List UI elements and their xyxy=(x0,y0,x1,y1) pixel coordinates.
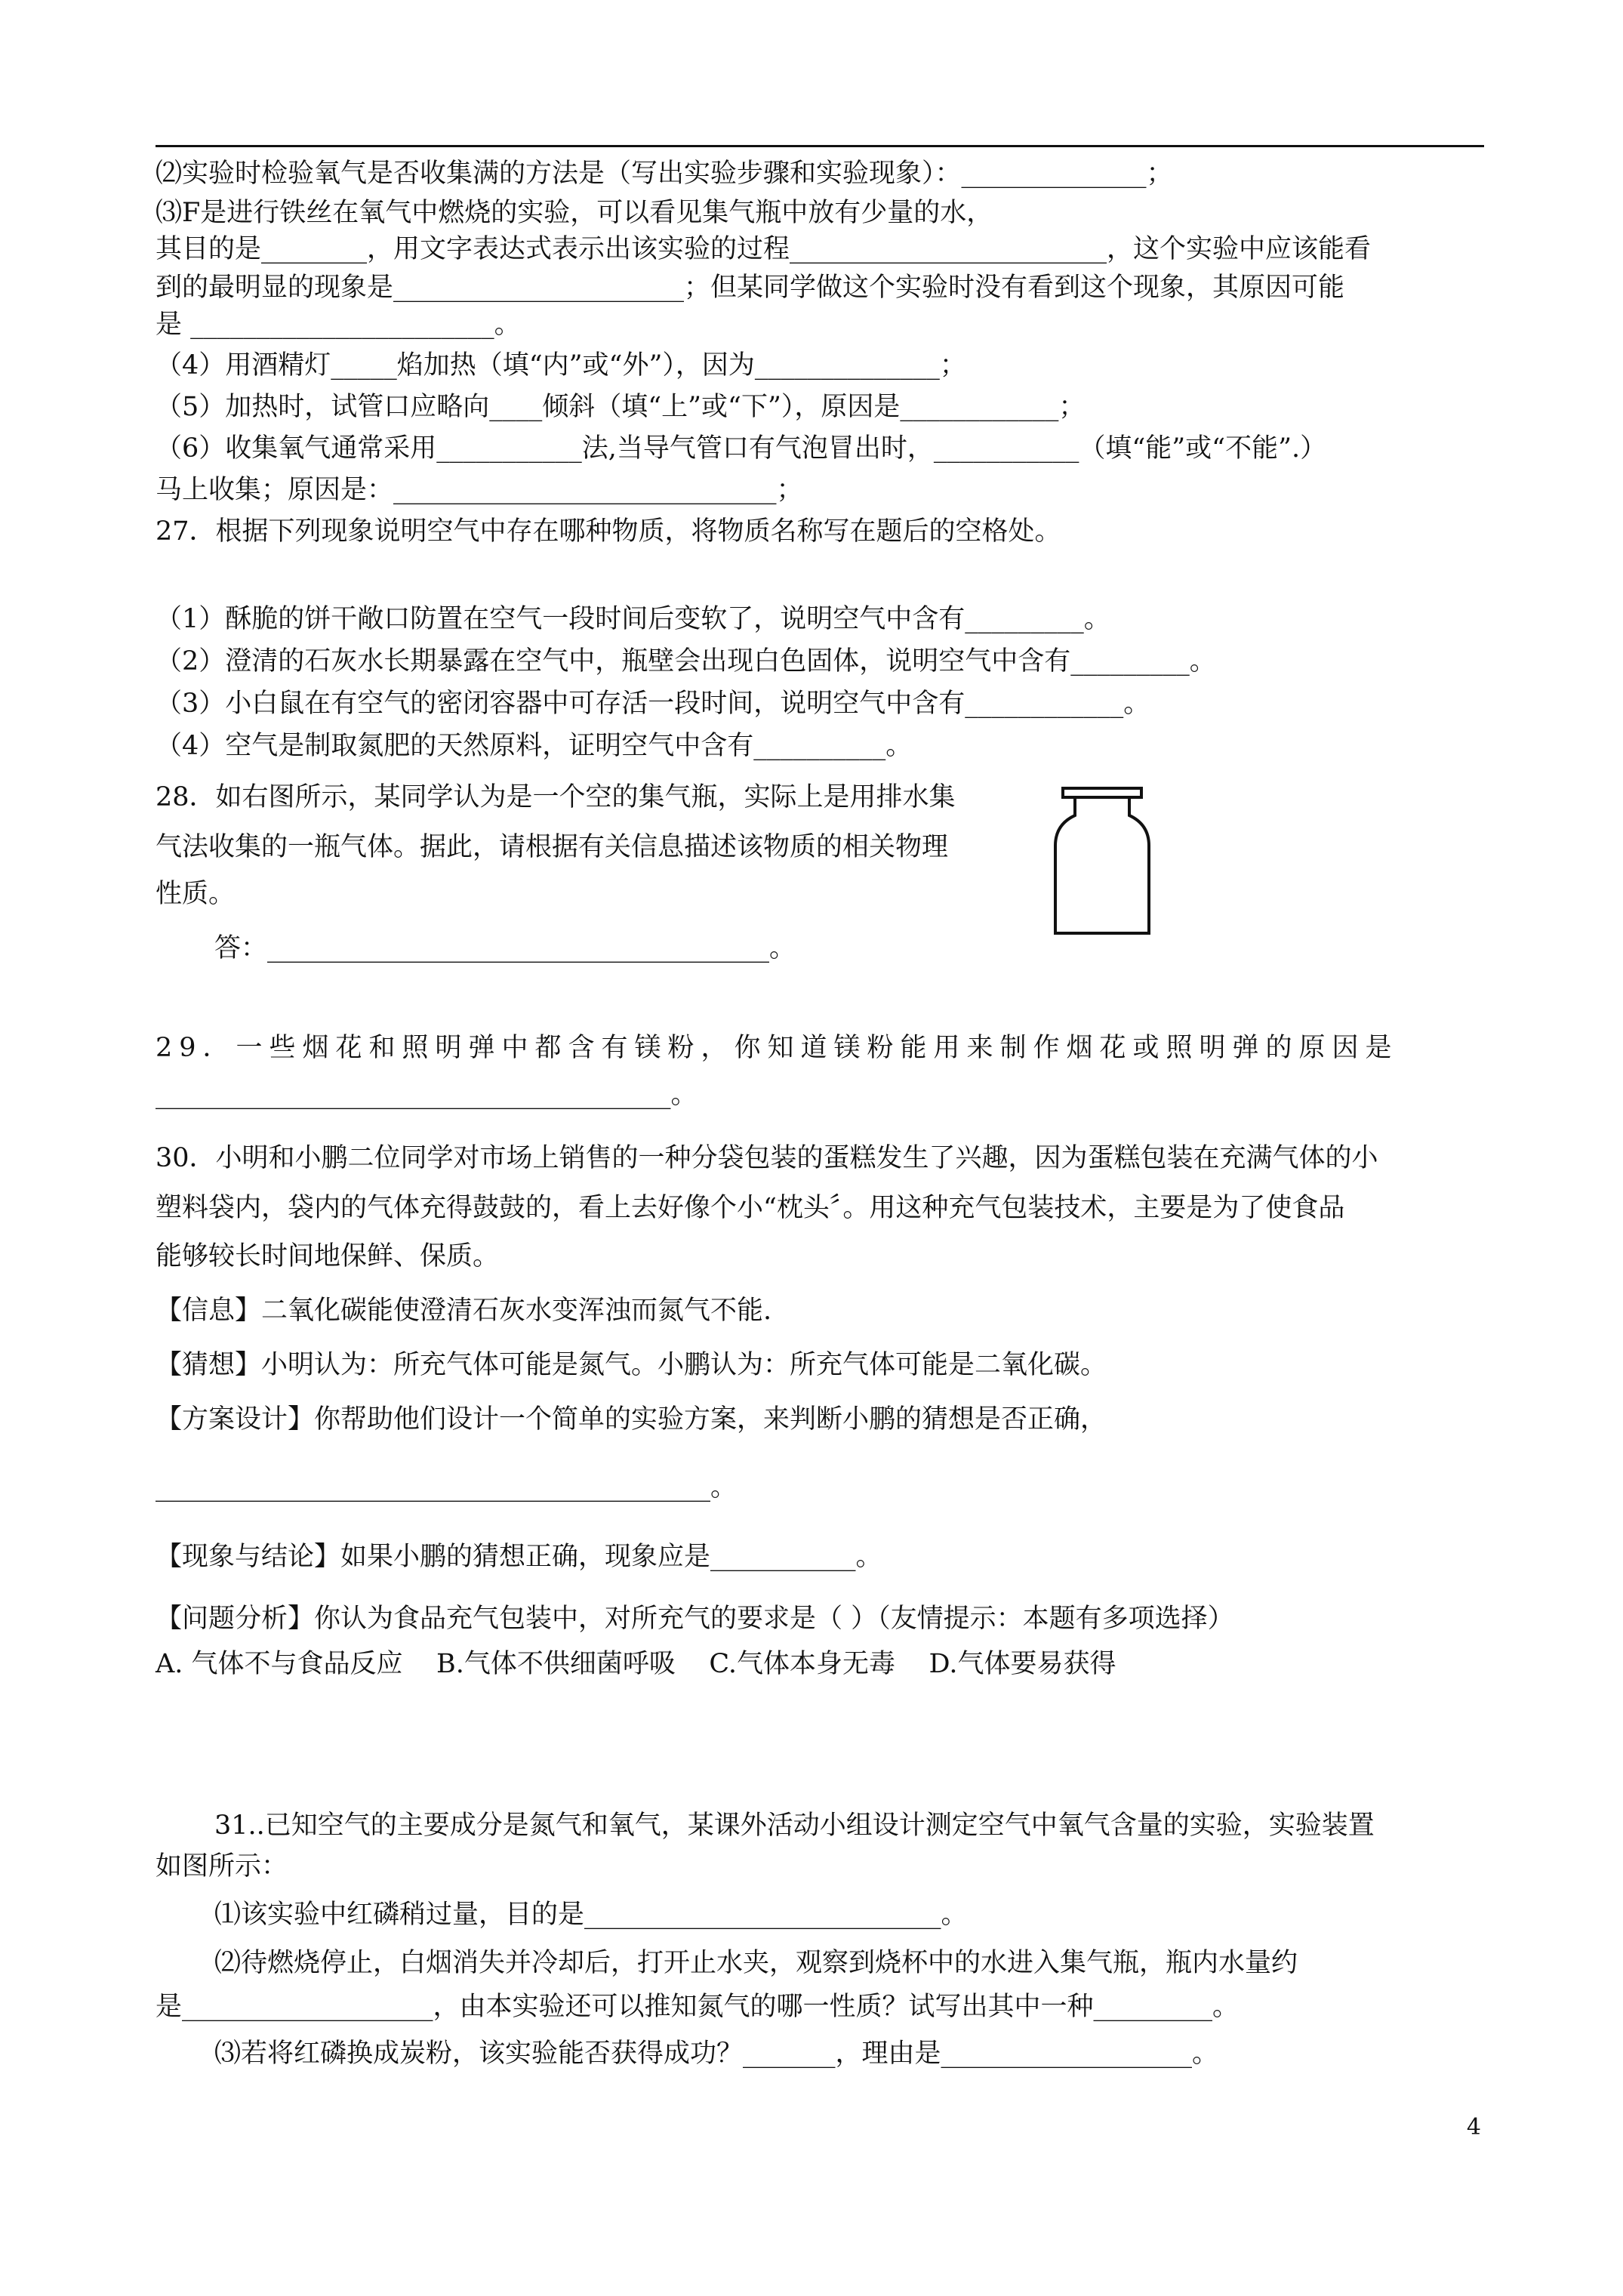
text-line: _______________________________________。 xyxy=(156,1080,698,1110)
text-line: 性质。 xyxy=(156,879,236,909)
text-line: 塑料袋内，袋内的气体充得鼓鼓的，看上去好像个小“枕头〞。用这种充气包装技术，主要是为了使食品 xyxy=(156,1193,1345,1223)
text-line: 是 _______________________。 xyxy=(156,310,521,340)
text-line: ⑵实验时检验氧气是否收集满的方法是（写出实验步骤和实验现象）：______________； xyxy=(156,159,1173,189)
text-line: ⑴该实验中红磷稍过量，目的是___________________________。 xyxy=(214,1900,968,1930)
text-line: （4）用酒精灯_____焰加热（填“内”或“外”），因为______________； xyxy=(156,350,966,381)
text-line: （2）澄清的石灰水长期暴露在空气中，瓶壁会出现白色固体，说明空气中含有_________。 xyxy=(156,646,1216,676)
text-line: ⑵待燃烧停止，白烟消失并冷却后，打开止水夹，观察到烧杯中的水进入集气瓶，瓶内水量约 xyxy=(214,1948,1298,1978)
text-line: 答：______________________________________。 xyxy=(214,933,796,963)
text-line: __________________________________________。 xyxy=(156,1472,738,1502)
text-line: （5）加热时，试管口应略向____倾斜（填“上”或“下”），原因是____________； xyxy=(156,392,1086,422)
text-line: 【问题分析】你认为食品充气包装中，对所充气的要求是（ ）（友情提示：本题有多项选择） xyxy=(156,1604,1234,1634)
question-30: 30．小明和小鹏二位同学对市场上销售的一种分袋包装的蛋糕发生了兴趣，因为蛋糕包装在充满气体的小 xyxy=(156,1143,1378,1173)
text-line: 【信息】二氧化碳能使澄清石灰水变浑浊而氮气不能. xyxy=(156,1296,772,1326)
text-line: ⑶若将红磷换成炭粉，该实验能否获得成功？_______，理由是___________________。 xyxy=(214,2039,1219,2069)
text-line: 其目的是________，用文字表达式表示出该实验的过程________________________，这个实验中应该能看 xyxy=(156,234,1372,264)
text-line: 【猜想】小明认为：所充气体可能是氮气。小鹏认为：所充气体可能是二氧化碳。 xyxy=(156,1350,1107,1380)
text-line: 气法收集的一瓶气体。据此，请根据有关信息描述该物质的相关物理 xyxy=(156,832,949,862)
text-line: （6）收集氧气通常采用___________法,当导气管口有气泡冒出时，___________（填“能”或“不能”.） xyxy=(156,433,1327,464)
question-28: 28．如右图所示，某同学认为是一个空的集气瓶，实际上是用排水集 xyxy=(156,782,956,812)
page-number: 4 xyxy=(1466,2114,1481,2140)
text-line: （3）小白鼠在有空气的密闭容器中可存活一段时间，说明空气中含有____________。 xyxy=(156,689,1150,719)
question-29: 29．一些烟花和照明弹中都含有镁粉，你知道镁粉能用来制作烟花或照明弹的原因是 xyxy=(156,1033,1399,1063)
text-line: 能够较长时间地保鲜、保质。 xyxy=(156,1241,500,1271)
question-31: 31..已知空气的主要成分是氮气和氧气，某课外活动小组设计测定空气中氧气含量的实验，实验装置 xyxy=(214,1811,1375,1841)
gas-jar-figure xyxy=(1049,785,1155,936)
text-line: 到的最明显的现象是______________________；但某同学做这个实验时没有看到这个现象，其原因可能 xyxy=(156,273,1345,303)
header-rule xyxy=(156,145,1484,147)
text-line: ⑶F是进行铁丝在氧气中燃烧的实验，可以看见集气瓶中放有少量的水， xyxy=(156,198,993,228)
text-line: （4）空气是制取氮肥的天然原料，证明空气中含有__________。 xyxy=(156,731,913,761)
question-27: 27．根据下列现象说明空气中存在哪种物质，将物质名称写在题后的空格处。 xyxy=(156,516,1061,547)
options-line: A. 气体不与食品反应 B.气体不供细菌呼吸 C.气体本身无毒 D.气体要易获得 xyxy=(156,1649,1116,1679)
text-line: 【方案设计】你帮助他们设计一个简单的实验方案，来判断小鹏的猜想是否正确， xyxy=(156,1404,1107,1435)
text-line: （1）酥脆的饼干敞口防置在空气一段时间后变软了，说明空气中含有_________。 xyxy=(156,604,1110,634)
text-line: 【现象与结论】如果小鹏的猜想正确，现象应是___________。 xyxy=(156,1542,882,1572)
text-line: 是___________________，由本实验还可以推知氮气的哪一性质？试写出其中一种_________。 xyxy=(156,1992,1240,2022)
text-line: 马上收集；原因是：_____________________________； xyxy=(156,475,803,505)
text-line: 如图所示： xyxy=(156,1851,288,1881)
